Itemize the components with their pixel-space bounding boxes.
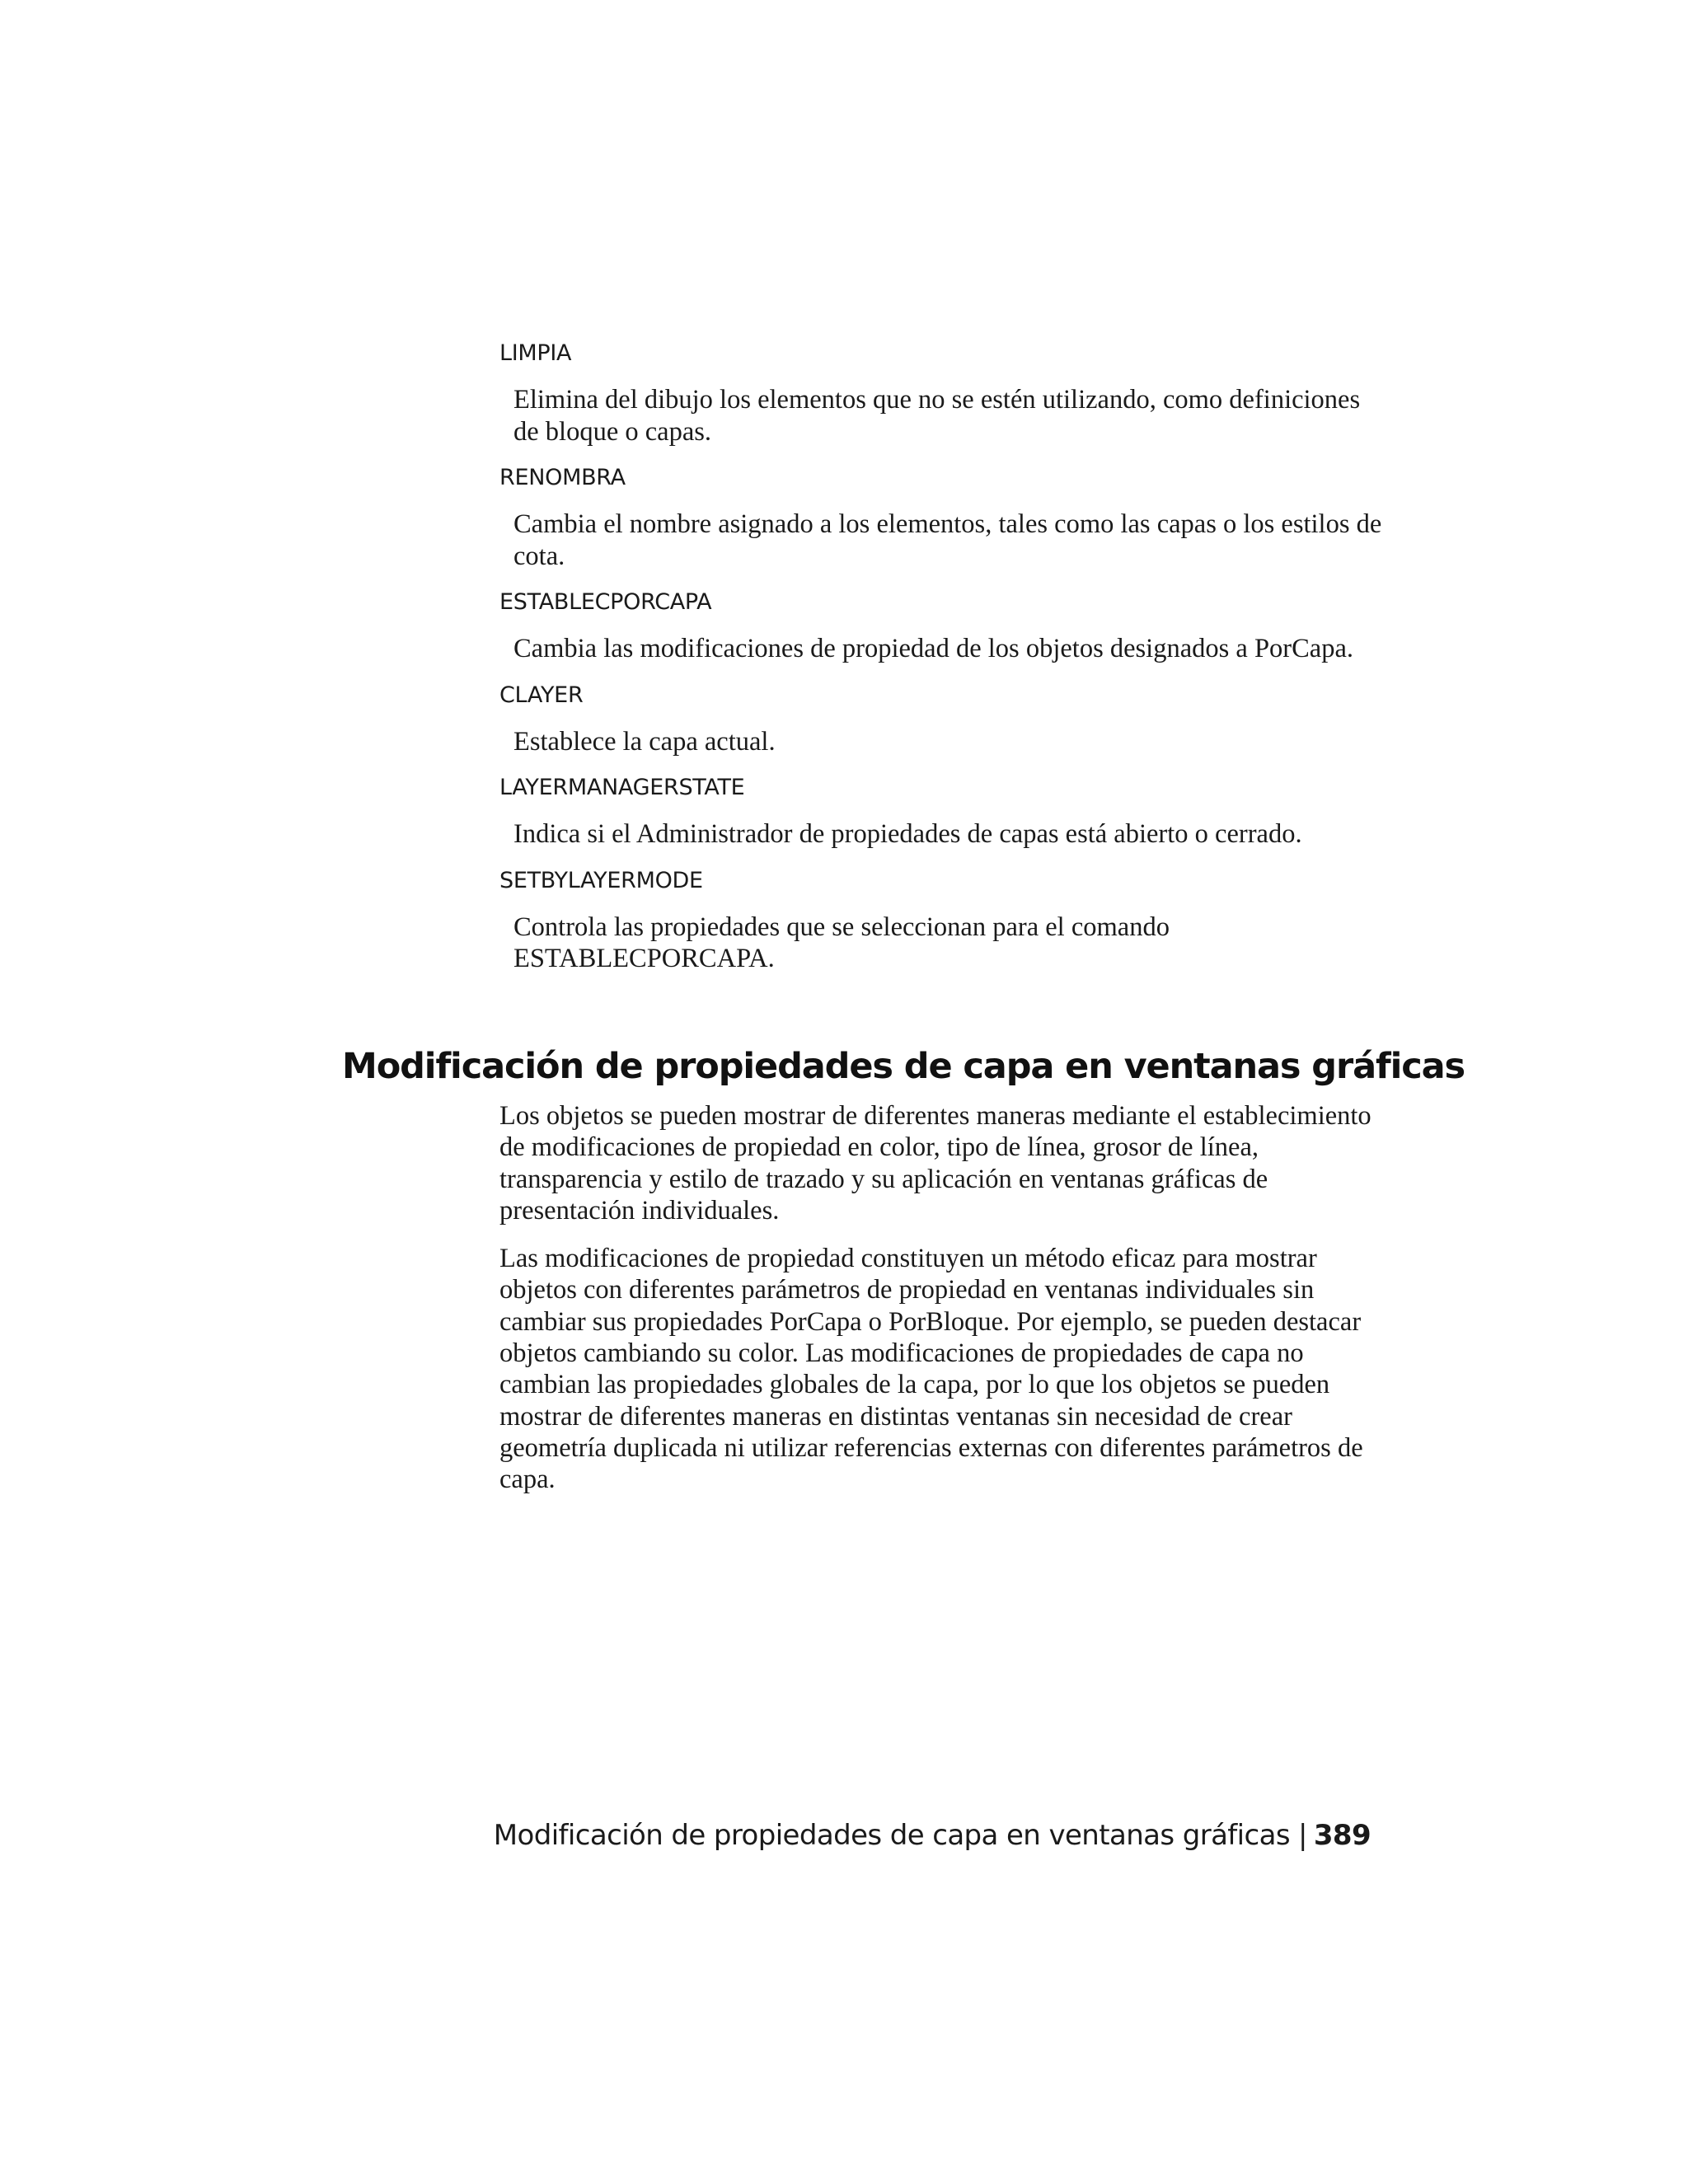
page-number: 389 [1313,1819,1371,1852]
running-title: Modificación de propiedades de capa en ventanas gráficas [493,1819,1290,1852]
command-name: ESTABLECPORCAPA [499,589,712,615]
footer-separator: | [1297,1819,1307,1852]
command-entry-clayer [499,680,1390,758]
body-paragraph: Las modificaciones de propiedad constituyen un método eficaz para mostrar objetos con diferentes parámetros de propiedad en ventanas individuales sin cambiar sus propiedades PorCapa o PorBloque. Por ejemplo, se pueden destacar objetos cambiando su color. Las modificaciones de propiedades de capa no cambian las propiedades globales de la capa, por lo que los objetos se pueden mostrar de diferentes maneras en distintas ventanas sin necesidad de crear geometría duplicada ni utilizar referencias externas con diferentes parámetros de capa. [499,1244,1363,1495]
command-description: Cambia las modificaciones de propiedad de los objetos designados a PorCapa. [513,634,1353,663]
command-name: RENOMBRA [499,465,626,490]
command-description: Establece la capa actual. [513,726,776,757]
section-heading: Modificación de propiedades de capa en ventanas gráficas [342,1046,1465,1087]
section-body [499,1100,1375,1512]
command-entry-renombra [499,462,1390,572]
command-name: LAYERMANAGERSTATE [499,775,745,800]
command-name: LIMPIA [499,340,572,366]
body-paragraph: Los objetos se pueden mostrar de diferentes maneras mediante el establecimiento de modificaciones de propiedad en color, tipo de línea, grosor de línea, transparencia y estilo de trazado y su aplicación en ventanas gráficas de presentación individuales. [499,1101,1372,1226]
page-footer [494,1816,1371,1854]
command-description: Elimina del dibujo los elementos que no se estén utilizando, como definiciones de bloque o capas. [513,385,1361,447]
command-entry-limpia [499,338,1390,448]
command-description: Indica si el Administrador de propiedades de capas está abierto o cerrado. [513,819,1302,849]
command-name: CLAYER [499,682,584,708]
command-name: SETBYLAYERMODE [499,867,703,893]
command-description: Controla las propiedades que se seleccionan para el comando ESTABLECPORCAPA. [513,912,1170,973]
command-entry-establecporcapa [499,587,1390,665]
command-entry-setbylayermode [499,865,1390,975]
command-entry-layermanagerstate [499,772,1390,851]
related-commands-list [499,338,1390,990]
command-description: Cambia el nombre asignado a los elementos, tales como las capas o los estilos de cota. [513,509,1382,571]
